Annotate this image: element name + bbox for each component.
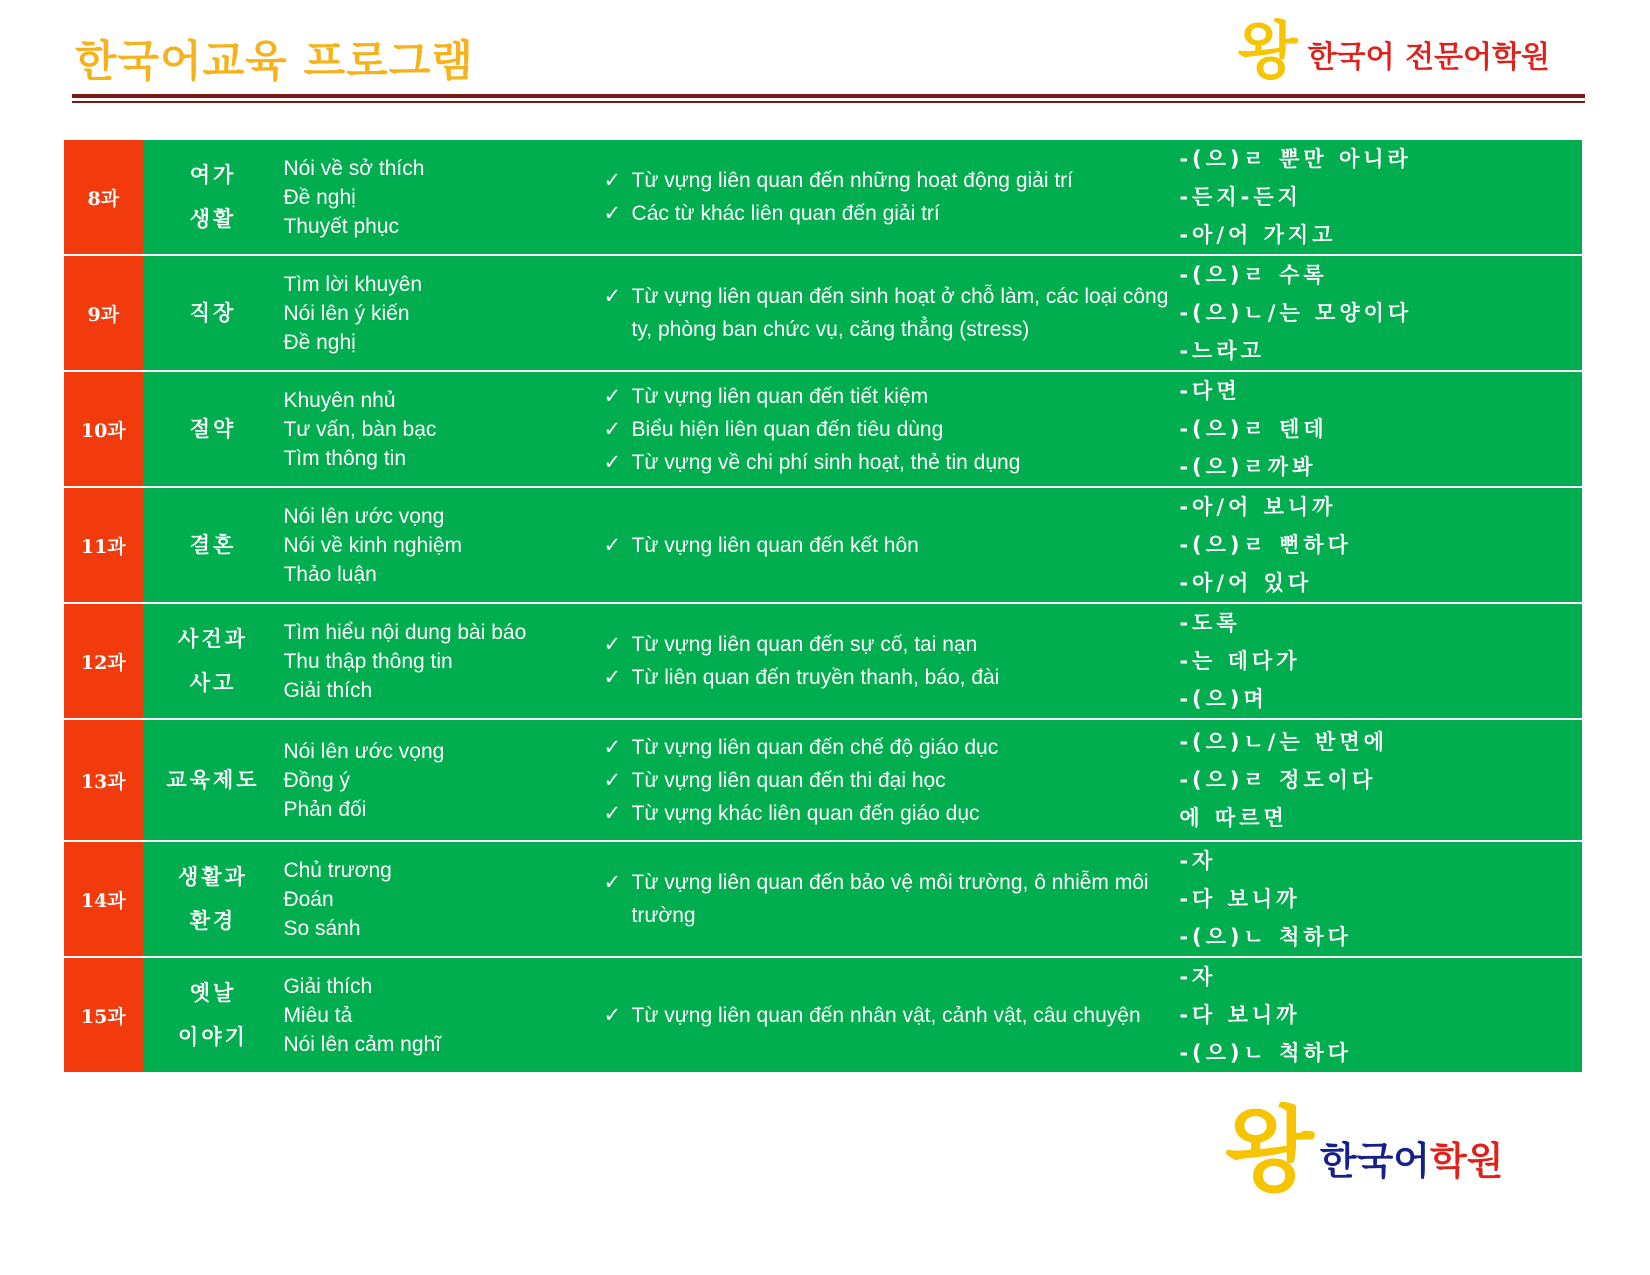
lesson-vocabulary xyxy=(604,603,1180,719)
lesson-row xyxy=(64,140,1582,255)
lesson-vocabulary xyxy=(604,371,1180,487)
header-rule-thin xyxy=(72,101,1585,103)
lesson-number: 11과 xyxy=(64,487,143,603)
lesson-vocabulary xyxy=(604,487,1180,603)
function-item: Tìm hiểu nội dung bài báo xyxy=(283,620,527,644)
lesson-topic-line: 이야기 xyxy=(178,1025,248,1049)
lesson-functions xyxy=(283,140,603,255)
function-item: Giải thích xyxy=(283,678,373,702)
check-icon: ✓ xyxy=(603,735,622,759)
footer-logo xyxy=(1225,1097,1504,1204)
grammar-item: -자 xyxy=(1179,965,1217,989)
grammar-item: -느라고 xyxy=(1179,339,1265,363)
lesson-topic xyxy=(143,841,284,957)
vocab-item xyxy=(604,280,1180,346)
grammar-item: -다 보니까 xyxy=(1179,887,1301,911)
function-item: Phản đối xyxy=(283,797,367,821)
function-item: Đề nghị xyxy=(283,330,356,354)
vocab-text: Từ vựng liên quan đến kết hôn xyxy=(631,533,919,557)
check-icon: ✓ xyxy=(603,450,622,474)
lesson-topic-line: 여가 xyxy=(189,163,237,187)
check-icon: ✓ xyxy=(603,1003,622,1027)
function-item: So sánh xyxy=(283,916,361,940)
grammar-item: -(으)ㄹ 텐데 xyxy=(1179,417,1328,441)
lesson-row xyxy=(64,957,1582,1073)
header-rule xyxy=(72,94,1585,98)
lesson-topic-line: 사건과 xyxy=(178,627,248,651)
lesson-grammar xyxy=(1179,371,1582,487)
function-item: Nói lên ý kiến xyxy=(283,301,410,325)
grammar-item: -(으)ㄴ/는 모양이다 xyxy=(1179,301,1413,325)
grammar-item: -는 데다가 xyxy=(1179,649,1301,673)
function-item: Nói lên ước vọng xyxy=(283,739,445,763)
lesson-functions xyxy=(283,841,603,957)
lesson-number: 15과 xyxy=(64,957,143,1073)
function-item: Tư vấn, bàn bạc xyxy=(283,417,437,441)
function-item: Khuyên nhủ xyxy=(283,388,396,412)
lesson-grammar xyxy=(1179,603,1582,719)
curriculum-body xyxy=(64,140,1582,1073)
lesson-vocabulary xyxy=(604,719,1180,841)
lesson-functions xyxy=(283,255,603,371)
lesson-grammar xyxy=(1179,255,1582,371)
lesson-topic-line: 사고 xyxy=(189,671,237,695)
vocab-text: Từ vựng liên quan đến sinh hoạt ở chỗ làm, các loại công ty, phòng ban chức vụ, căng thẳng (stress) xyxy=(631,285,1169,341)
lesson-grammar xyxy=(1179,957,1582,1073)
lesson-functions xyxy=(283,957,603,1073)
grammar-item: -(으)ㄹ 수록 xyxy=(1179,263,1328,287)
lesson-functions xyxy=(283,487,603,603)
vocab-item xyxy=(604,529,1180,562)
grammar-item: -든지-든지 xyxy=(1179,185,1302,209)
lesson-grammar xyxy=(1179,841,1582,957)
lesson-number: 12과 xyxy=(64,603,143,719)
lesson-number: 14과 xyxy=(64,841,143,957)
lesson-row xyxy=(64,255,1582,371)
vocab-item xyxy=(604,797,1180,830)
function-item: Tìm lời khuyên xyxy=(283,272,423,296)
vocab-item xyxy=(604,413,1180,446)
function-item: Tìm thông tin xyxy=(283,446,406,470)
lesson-topic xyxy=(143,255,284,371)
vocab-item xyxy=(604,380,1180,413)
lesson-topic xyxy=(143,140,284,255)
grammar-item: -(으)ㄴ 척하다 xyxy=(1179,1041,1352,1065)
vocab-text: Từ vựng liên quan đến những hoạt động giải trí xyxy=(631,169,1074,192)
footer-logo-text-blue: 한국어 xyxy=(1319,1139,1430,1183)
grammar-item: -(으)ㄴ/는 반면에 xyxy=(1179,730,1388,754)
page-title: 한국어교육 프로그램 xyxy=(75,37,474,87)
lesson-topic-line: 결혼 xyxy=(189,533,237,557)
grammar-item: -다면 xyxy=(1179,379,1241,403)
check-icon: ✓ xyxy=(603,169,622,192)
lesson-topic-line: 생활과 xyxy=(178,865,248,889)
lesson-number: 8과 xyxy=(64,140,143,255)
function-item: Giải thích xyxy=(283,974,373,998)
lesson-functions xyxy=(283,371,603,487)
header-logo xyxy=(1237,14,1550,87)
logo-text: 한국어 전문어학원 xyxy=(1307,40,1550,75)
function-item: Nói lên ước vọng xyxy=(283,504,445,528)
vocab-text: Các từ khác liên quan đến giải trí xyxy=(631,202,940,225)
lesson-topic-line: 절약 xyxy=(189,417,237,441)
lesson-grammar xyxy=(1179,140,1582,255)
vocab-text: Từ vựng liên quan đến nhân vật, cảnh vật, câu chuyện xyxy=(631,1003,1141,1027)
check-icon: ✓ xyxy=(603,633,622,656)
vocab-item xyxy=(604,628,1180,661)
lesson-topic xyxy=(143,603,284,719)
lesson-number: 13과 xyxy=(64,719,143,841)
vocab-text: Từ vựng liên quan đến chế độ giáo dục xyxy=(631,735,999,759)
function-item: Nói về sở thích xyxy=(283,156,425,180)
lesson-grammar xyxy=(1179,719,1582,841)
lesson-topic-line: 직장 xyxy=(189,301,237,325)
vocab-text: Từ vựng liên quan đến bảo vệ môi trường, ô nhiễm môi trường xyxy=(631,871,1149,927)
vocab-item xyxy=(604,731,1180,764)
function-item: Thảo luận xyxy=(283,562,377,586)
vocab-item xyxy=(604,866,1180,932)
check-icon: ✓ xyxy=(603,533,622,557)
lesson-topic xyxy=(143,371,284,487)
check-icon: ✓ xyxy=(603,871,622,894)
check-icon: ✓ xyxy=(603,384,622,408)
lesson-topic-line: 교육제도 xyxy=(166,768,260,792)
grammar-item: -다 보니까 xyxy=(1179,1003,1301,1027)
grammar-item: -(으)ㄹ 뻔하다 xyxy=(1179,533,1352,557)
lesson-row xyxy=(64,487,1582,603)
function-item: Đồng ý xyxy=(283,768,350,792)
function-item: Đề nghị xyxy=(283,185,356,209)
lesson-topic-line: 옛날 xyxy=(189,981,237,1005)
grammar-item: -아/어 있다 xyxy=(1179,571,1313,595)
lesson-vocabulary xyxy=(604,140,1180,255)
grammar-item: -(으)며 xyxy=(1179,687,1268,711)
vocab-item xyxy=(604,446,1180,479)
grammar-item: 에 따르면 xyxy=(1179,806,1288,830)
vocab-item xyxy=(604,197,1180,230)
vocab-text: Từ vựng về chi phí sinh hoạt, thẻ tin dụng xyxy=(631,450,1021,474)
function-item: Nói lên cảm nghĩ xyxy=(283,1032,442,1056)
lesson-vocabulary xyxy=(604,841,1180,957)
function-item: Chủ trương xyxy=(283,858,392,882)
vocab-text: Từ vựng liên quan đến tiết kiệm xyxy=(631,384,929,408)
check-icon: ✓ xyxy=(603,768,622,792)
grammar-item: -(으)ㄹ까봐 xyxy=(1179,455,1317,479)
check-icon: ✓ xyxy=(603,417,622,441)
function-item: Miêu tả xyxy=(283,1003,353,1027)
vocab-text: Biểu hiện liên quan đến tiêu dùng xyxy=(631,417,944,441)
grammar-item: -자 xyxy=(1179,849,1217,873)
grammar-item: -아/어 가지고 xyxy=(1179,223,1337,247)
lesson-vocabulary xyxy=(604,255,1180,371)
vocab-text: Từ vựng khác liên quan đến giáo dục xyxy=(631,801,980,825)
function-item: Thuyết phục xyxy=(283,214,400,238)
function-item: Nói về kinh nghiệm xyxy=(283,533,463,557)
lesson-topic xyxy=(143,957,284,1073)
check-icon: ✓ xyxy=(603,285,622,308)
vocab-item xyxy=(604,164,1180,197)
vocab-item xyxy=(604,661,1180,694)
vocab-item xyxy=(604,999,1180,1032)
grammar-item: -(으)ㄴ 척하다 xyxy=(1179,925,1352,949)
lesson-vocabulary xyxy=(604,957,1180,1073)
lesson-number: 9과 xyxy=(64,255,143,371)
grammar-item: -아/어 보니까 xyxy=(1179,495,1337,519)
grammar-item: -(으)ㄹ 뿐만 아니라 xyxy=(1179,147,1412,171)
function-item: Đoán xyxy=(283,887,334,911)
lesson-topic xyxy=(143,487,284,603)
function-item: Thu thập thông tin xyxy=(283,649,453,673)
lesson-topic-line: 생활 xyxy=(189,207,237,231)
footer-logo-glyph: 왕 xyxy=(1225,1097,1314,1204)
lesson-row xyxy=(64,719,1582,841)
lesson-topic xyxy=(143,719,284,841)
vocab-text: Từ vựng liên quan đến sự cố, tai nạn xyxy=(631,633,978,656)
lesson-functions xyxy=(283,719,603,841)
lesson-row xyxy=(64,603,1582,719)
vocab-text: Từ vựng liên quan đến thi đại học xyxy=(631,768,946,792)
lesson-grammar xyxy=(1179,487,1582,603)
footer-logo-text-red: 학원 xyxy=(1430,1139,1504,1183)
vocab-text: Từ liên quan đến truyền thanh, báo, đài xyxy=(631,666,1000,689)
curriculum-table xyxy=(64,140,1582,1074)
vocab-item xyxy=(604,764,1180,797)
lesson-row xyxy=(64,371,1582,487)
lesson-functions xyxy=(283,603,603,719)
grammar-item: -도록 xyxy=(1179,611,1241,635)
lesson-row xyxy=(64,841,1582,957)
check-icon: ✓ xyxy=(603,666,622,689)
lesson-topic-line: 환경 xyxy=(189,909,237,933)
grammar-item: -(으)ㄹ 정도이다 xyxy=(1179,768,1377,792)
lesson-number: 10과 xyxy=(64,371,143,487)
check-icon: ✓ xyxy=(603,202,622,225)
logo-glyph: 왕 xyxy=(1237,14,1298,87)
check-icon: ✓ xyxy=(603,801,622,825)
